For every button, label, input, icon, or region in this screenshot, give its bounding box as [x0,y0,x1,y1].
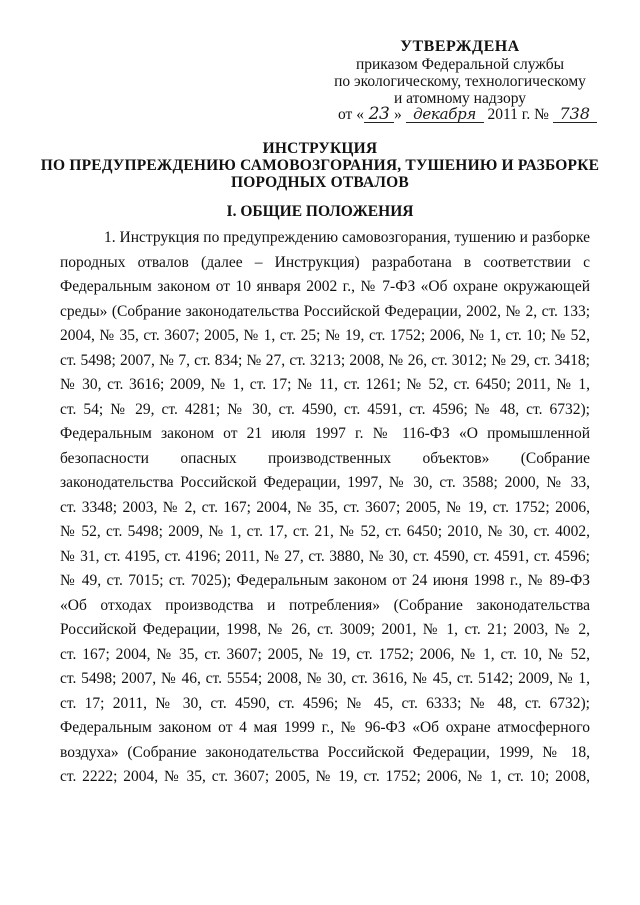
date-mid: » [393,106,402,123]
paragraph-line: безопасности опасных производственных объектов» (Собрание [60,449,590,467]
paragraph-line: ст. 54; № 29, ст. 4281; № 30, ст. 4590, ст. 4591, ст. 4596; № 48, ст. 6732); [60,400,590,418]
paragraph-line: ст. 167; 2004, № 35, ст. 3607; 2005, № 19, ст. 1752; 2006, № 1, ст. 10, № 52, [60,645,590,663]
approval-heading: УТВЕРЖДЕНА [400,38,520,55]
date-day-field [364,104,394,124]
order-number-handwritten: 738 [559,104,591,123]
approval-date-line [338,106,608,124]
paragraph-line: Федеральным законом от 10 января 2002 г., № 7-ФЗ «Об охране окружающей [60,278,590,295]
paragraph-line: № 31, ст. 4195, ст. 4196; 2011, № 27, ст. 3880, № 30, ст. 4590, ст. 4591, ст. 4596; [60,547,590,565]
paragraph-line: № 30, ст. 3616; 2009, № 1, ст. 17; № 11, ст. 1261; № 52, ст. 6450; 2011, № 1, [60,376,590,393]
date-year-text: 2011 г. № [487,106,549,123]
paragraph-line: породных отвалов (далее – Инструкция) разработана в соответствии с [60,253,590,271]
paragraph-line: ст. 2222; 2004, № 35, ст. 3607; 2005, № 19, ст. 1752; 2006, № 1, ст. 10; 2008, [60,768,590,785]
date-prefix: от « [338,106,364,123]
document-title-line: ПОРОДНЫХ ОТВАЛОВ [231,174,409,191]
approval-line: по экологическому, технологическому [334,73,586,90]
date-month-field [406,107,484,123]
document-title-line: ИНСТРУКЦИЯ [262,140,378,157]
paragraph-line: ст. 5498; 2007, № 46, ст. 5554; 2008, № 30, ст. 3616, № 45, ст. 5142; 2009, № 1, [60,670,590,687]
section-title: I. ОБЩИЕ ПОЛОЖЕНИЯ [226,203,414,220]
paragraph-line: воздуха» (Собрание законодательства Российской Федерации, 1999, № 18, [60,743,590,761]
paragraph-line: ст. 17; 2011, № 30, ст. 4590, ст. 4596; № 45, ст. 6333; № 48, ст. 6732); [60,694,590,712]
paragraph-line: 2004, № 35, ст. 3607; 2005, № 1, ст. 25; № 19, ст. 1752; 2006, № 1, ст. 10; № 52, [60,327,590,344]
order-number-field [553,104,597,123]
paragraph-line: № 49, ст. 7015; ст. 7025); Федеральным законом от 24 июня 1998 г., № 89-ФЗ [60,572,590,589]
document-title-line: ПО ПРЕДУПРЕЖДЕНИЮ САМОВОЗГОРАНИЯ, ТУШЕНИЮ И РАЗБОРКЕ [40,157,600,174]
paragraph-line: Российской Федерации, 1998, № 26, ст. 3009; 2001, № 1, ст. 21; 2003, № 2, [60,621,590,638]
paragraph-line: 1. Инструкция по предупреждению самовозгорания, тушению и разборке [104,229,590,246]
paragraph-line: ст. 5498; 2007, № 7, ст. 834; № 27, ст. 3213; 2008, № 26, ст. 3012; № 29, ст. 3418; [60,351,590,369]
paragraph-line: среды» (Собрание законодательства Российской Федерации, 2002, № 2, ст. 133; [60,302,590,320]
paragraph-line: «Об отходах производства и потребления» (Собрание законодательства [60,596,590,614]
date-month-handwritten: декабря [413,105,477,123]
paragraph-line: Федеральным законом от 21 июля 1997 г. № 116-ФЗ «О промышленной [60,425,590,442]
paragraph-line: № 52, ст. 5498; 2009, № 1, ст. 17, ст. 21, № 52, ст. 6450; 2010, № 30, ст. 4002, [60,523,590,540]
paragraph-line: законодательства Российской Федерации, 1997, № 30, ст. 3588; 2000, № 33, [60,474,590,491]
paragraph-line: Федеральным законом от 4 мая 1999 г., № 96-ФЗ «Об охране атмосферного [60,719,590,736]
date-day-handwritten: 23 [368,104,390,124]
approval-line: приказом Федеральной службы [355,56,565,73]
paragraph-line: ст. 3348; 2003, № 2, ст. 167; 2004, № 35, ст. 3607; 2005, № 19, ст. 1752; 2006, [60,498,590,516]
approval-block [330,38,590,107]
approval-line: и атомному надзору [394,90,526,107]
